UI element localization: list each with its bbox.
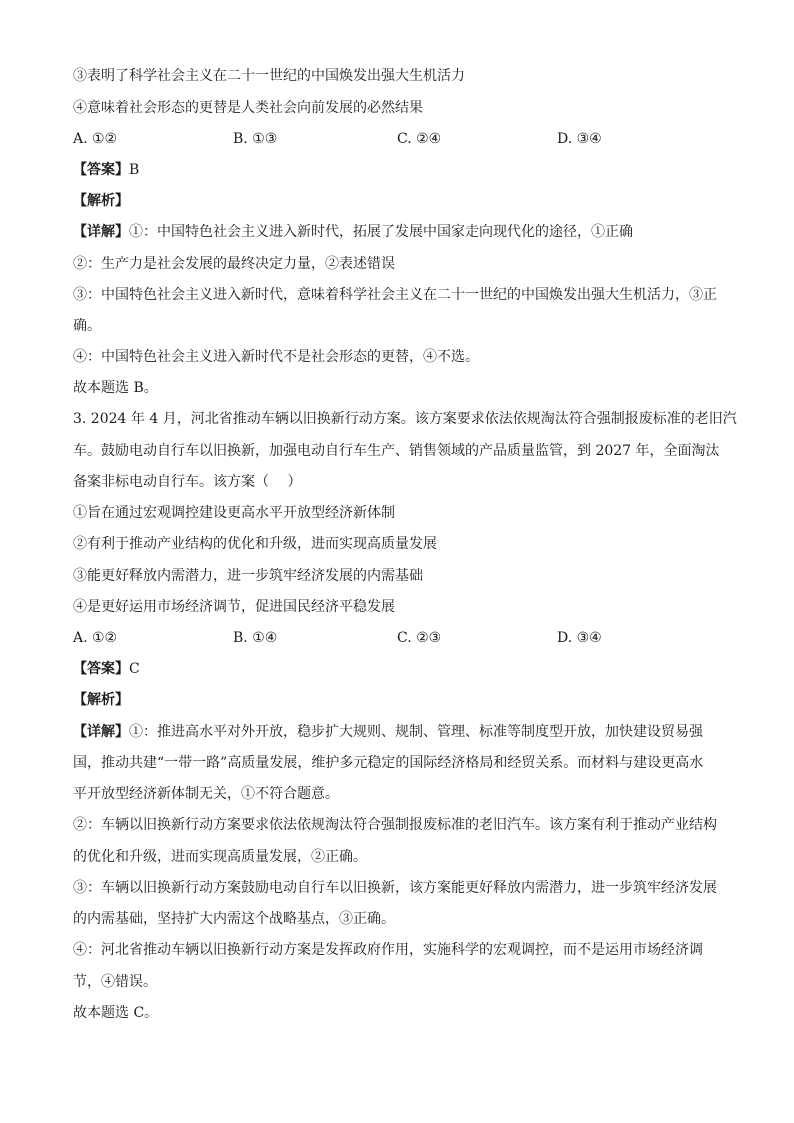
answer-tag: 【答案】	[73, 661, 129, 677]
q3-statement-4: ④是更好运用市场经济调节，促进国民经济平稳发展	[73, 599, 395, 615]
detail-text: ①：推进高水平对外开放，稳步扩大规则、规制、管理、标准等制度型开放，加快建设贸易强	[129, 724, 703, 740]
q2-statement-4: ④意味着社会形态的更替是人类社会向前发展的必然结果	[73, 100, 423, 116]
q3-detail-line: 国，推动共建“一带一路”高质量发展，维护多元稳定的国际经济格局和经贸关系。而材料与建设更高水	[73, 755, 704, 771]
q2-detail-line	[73, 222, 723, 242]
q3-option-b: B. ①④	[233, 630, 278, 646]
detail-text: ①：中国特色社会主义进入新时代，拓展了发展中国家走向现代化的途径，①正确	[129, 224, 633, 240]
q2-detail-line: 确。	[73, 318, 101, 334]
q3-analysis-tag: 【解析】	[73, 692, 129, 708]
q3-statement-3: ③能更好释放内需潜力，进一步筑牢经济发展的内需基础	[73, 568, 423, 584]
q3-option-c: C. ②③	[397, 630, 442, 646]
q3-answer	[73, 659, 723, 679]
q3-detail-line: ②：车辆以旧换新行动方案要求依法依规淘汰符合强制报废标准的老旧汽车。该方案有利于推动产业结构	[73, 817, 717, 833]
q2-detail-line: ④：中国特色社会主义进入新时代不是社会形态的更替，④不选。	[73, 349, 479, 365]
answer-tag: 【答案】	[73, 162, 129, 178]
q2-statement-3: ③表明了科学社会主义在二十一世纪的中国焕发出强大生机活力	[73, 68, 465, 84]
q3-option-d: D. ③④	[557, 630, 602, 646]
q2-option-d: D. ③④	[557, 131, 602, 147]
q2-option-c: C. ②④	[397, 131, 442, 147]
q2-option-b: B. ①③	[233, 131, 278, 147]
q3-detail-line: ④：河北省推动车辆以旧换新行动方案是发挥政府作用，实施科学的宏观调控，而不是运用市场经济调	[73, 942, 703, 958]
q3-statement-1: ①旨在通过宏观调控建设更高水平开放型经济新体制	[73, 505, 395, 521]
q3-option-a: A. ①②	[73, 630, 118, 646]
q3-detail-line: ③：车辆以旧换新行动方案鼓励电动自行车以旧换新，该方案能更好释放内需潜力，进一步筑牢经济发展	[73, 880, 717, 896]
q3-detail-line: 平开放型经济新体制无关，①不符合题意。	[73, 786, 339, 802]
q3-stem-line: 车。鼓励电动自行车以旧换新，加强电动自行车生产、销售领域的产品质量监管，到 2027 年，全面淘汰	[73, 443, 720, 459]
answer-value: B	[129, 162, 140, 178]
detail-tag: 【详解】	[73, 224, 129, 240]
q2-conclusion: 故本题选 B。	[73, 380, 158, 396]
q3-detail-line: 节，④错误。	[73, 974, 157, 990]
q3-stem-line: 备案非标电动自行车。该方案（ ）	[73, 474, 302, 490]
q3-statement-2: ②有利于推动产业结构的优化和升级，进而实现高质量发展	[73, 536, 437, 552]
q2-analysis-tag: 【解析】	[73, 193, 129, 209]
q2-answer	[73, 160, 723, 180]
q2-option-a: A. ①②	[73, 131, 118, 147]
q3-detail-line: 的内需基础，坚持扩大内需这个战略基点，③正确。	[73, 911, 395, 927]
q3-conclusion: 故本题选 C。	[73, 1005, 159, 1021]
answer-value: C	[129, 661, 140, 677]
q3-stem-line: 3. 2024 年 4 月，河北省推动车辆以旧换新行动方案。该方案要求依法依规淘汰符合强制报废标准的老旧汽	[73, 411, 737, 427]
q2-detail-line: ③：中国特色社会主义进入新时代，意味着科学社会主义在二十一世纪的中国焕发出强大生机活力，③正	[73, 287, 717, 303]
q3-detail-line	[73, 722, 723, 742]
detail-tag: 【详解】	[73, 724, 129, 740]
q2-detail-line: ②：生产力是社会发展的最终决定力量，②表述错误	[73, 256, 395, 272]
q3-detail-line: 的优化和升级，进而实现高质量发展，②正确。	[73, 849, 367, 865]
